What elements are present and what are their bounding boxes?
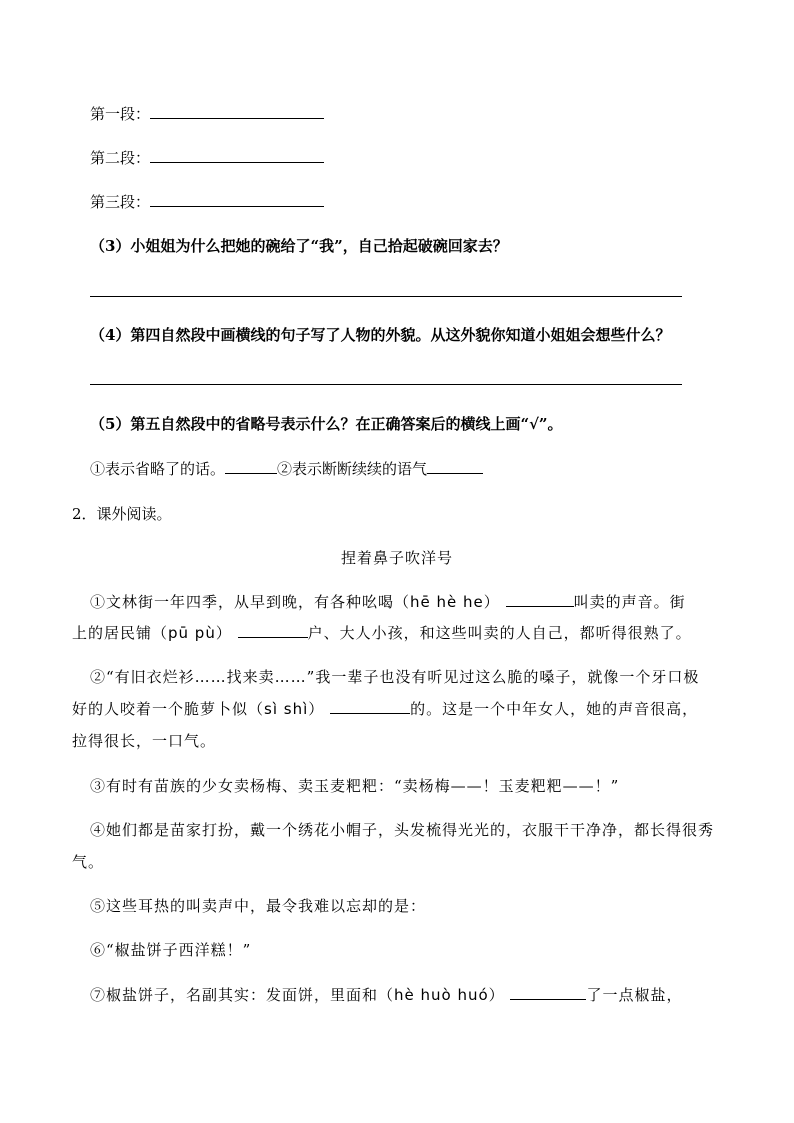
p7-pinyin: hè huò huó — [394, 986, 489, 1004]
question-4: （4）第四自然段中画横线的句子写了人物的外貌。从这外貌你知道小姐姐会想些什么？ — [90, 326, 671, 344]
paragraph-1-line-1 — [90, 592, 686, 612]
paragraph-5: ⑤这些耳热的叫卖声中，最令我难以忘却的是： — [90, 897, 427, 915]
p1-text-f: 户、大人小孩，和这些叫卖的人自己，都听得很熟了。 — [307, 624, 692, 642]
passage-title: 捏着鼻子吹洋号 — [340, 549, 453, 567]
segment-3-label: 第三段： — [90, 193, 151, 211]
paragraph-7-line-1 — [90, 985, 682, 1005]
p1-blank-2[interactable] — [238, 623, 308, 638]
p1-text-c: 叫卖的声音。街 — [573, 593, 686, 611]
segment-2-row — [90, 148, 324, 168]
section-2-heading: 2．课外阅读。 — [72, 505, 172, 523]
option-2-blank[interactable] — [427, 459, 483, 474]
paragraph-6: ⑥“椒盐饼子西洋糕！” — [90, 941, 252, 959]
paragraph-1-line-2 — [72, 623, 692, 643]
p2-text-d: 的。这是一个中年女人，她的声音很高， — [410, 700, 699, 718]
question-5-option-1: ①表示省略了的话。 — [90, 460, 226, 478]
segment-3-blank[interactable] — [150, 192, 324, 207]
segment-3-row — [90, 192, 324, 212]
p1-text-e: ） — [215, 624, 232, 642]
paragraph-4-line-2: 气。 — [72, 853, 105, 871]
p1-blank[interactable] — [506, 592, 574, 607]
question-5-option-2: ②表示断断续续的语气 — [277, 460, 428, 478]
question-3-answer-line[interactable] — [90, 296, 682, 297]
paragraph-3: ③有时有苗族的少女卖杨梅、卖玉麦粑粑：“卖杨梅——！玉麦粑粑——！” — [90, 777, 620, 795]
p7-text-c: 了一点椒盐， — [586, 986, 683, 1004]
p7-text-b: ） — [488, 986, 505, 1004]
question-4-answer-line[interactable] — [90, 384, 682, 385]
question-5-options — [90, 459, 483, 479]
segment-1-row — [90, 104, 324, 124]
p2-blank[interactable] — [330, 699, 410, 714]
paragraph-4-line-1: ④她们都是苗家打扮，戴一个绣花小帽子，头发梳得光光的，衣服干干净净，都长得很秀 — [90, 821, 715, 839]
option-1-blank[interactable] — [225, 459, 277, 474]
segment-1-blank[interactable] — [150, 104, 324, 119]
segment-2-blank[interactable] — [150, 148, 324, 163]
question-3: （3）小姐姐为什么把她的碗给了“我”，自己拾起破碗回家去？ — [90, 237, 508, 255]
p7-text-a: ⑦椒盐饼子，名副其实：发面饼，里面和（ — [90, 986, 395, 1004]
paragraph-2-line-2 — [72, 699, 698, 719]
p2-text-c: ） — [308, 700, 325, 718]
p1-pinyin: hē hè he — [410, 593, 484, 611]
p1-text-a: ①文林街一年四季，从早到晚，有各种吆喝（ — [90, 593, 411, 611]
paragraph-2-line-1: ②“有旧衣烂衫……找来卖……”我一辈子也没有听见过这么脆的嗓子，就像一个牙口极 — [90, 668, 700, 686]
question-5: （5）第五自然段中的省略号表示什么？在正确答案后的横线上画“√”。 — [90, 415, 563, 433]
segment-2-label: 第二段： — [90, 149, 151, 167]
p1-pinyin-2: pū pù — [168, 624, 216, 642]
p2-text-b: 好的人咬着一个脆萝卜似（ — [72, 700, 265, 718]
p2-pinyin: sì shì — [264, 700, 309, 718]
p7-blank[interactable] — [510, 985, 586, 1000]
paragraph-2-line-3: 拉得很长，一口气。 — [72, 732, 217, 750]
segment-1-label: 第一段： — [90, 105, 151, 123]
p1-text-d: 上的居民铺（ — [72, 624, 169, 642]
p1-text-b: ） — [483, 593, 500, 611]
